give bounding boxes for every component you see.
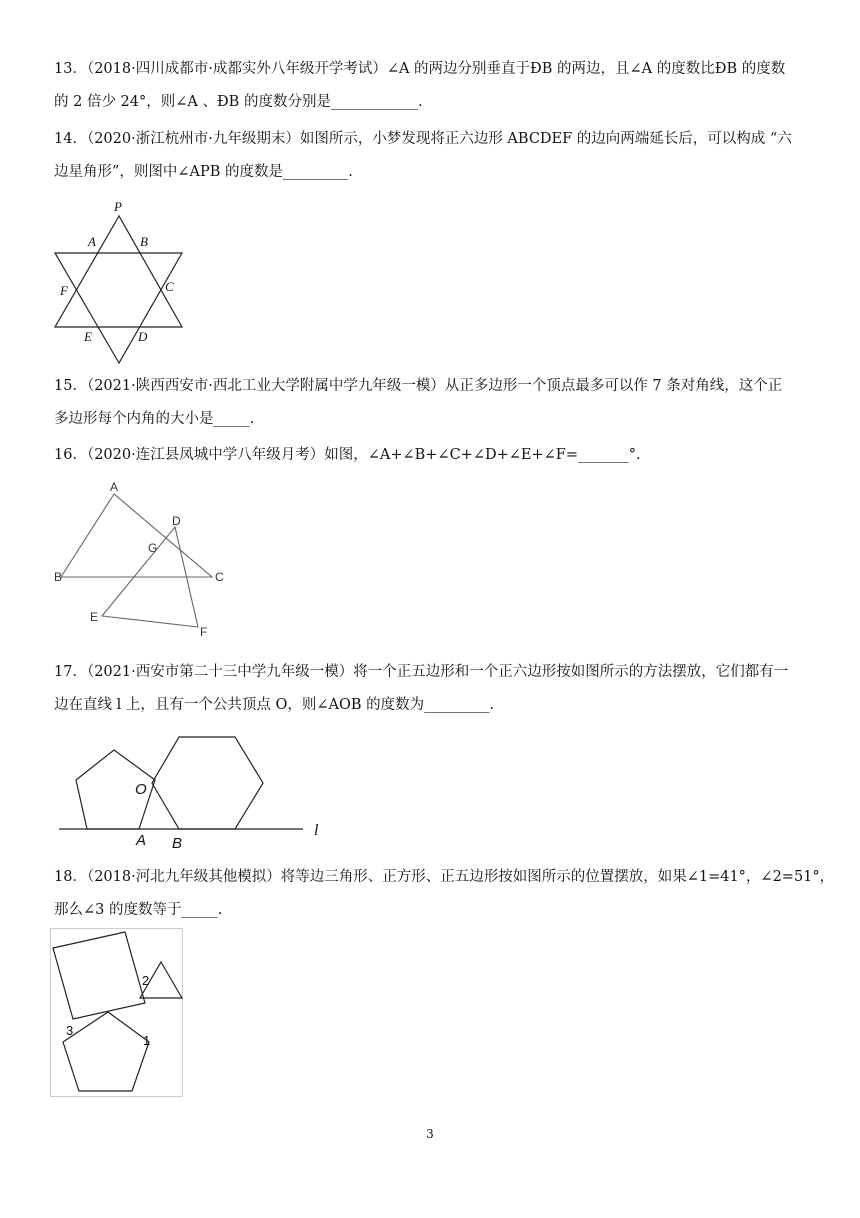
regular-pentagon	[63, 1012, 149, 1091]
triangle-ABC	[61, 494, 212, 577]
label-3: 3	[66, 1023, 74, 1038]
label-A: A	[88, 234, 96, 249]
question-text-line: 15．（2021·陕西西安市·西北工业大学附属中学九年级一模）从正多边形一个顶点最多可以作 7 条对角线，这个正	[54, 378, 783, 394]
downward-triangle	[55, 253, 182, 363]
label-2: 2	[142, 973, 150, 988]
two-triangles-figure	[50, 480, 230, 645]
upward-triangle	[55, 216, 182, 327]
question-text-line: 那么∠3 的度数等于_____.	[54, 902, 223, 918]
question-text-line: 13．（2018·四川成都市·成都实外八年级开学考试）∠A 的两边分别垂直于ÐB 的两边，且∠A 的度数比ÐB 的度数	[54, 61, 786, 77]
label-C: C	[215, 570, 224, 584]
question-text-line: 边在直线 l 上，且有一个公共顶点 O，则∠AOB 的度数为_________.	[54, 697, 494, 713]
label-B: B	[54, 570, 63, 584]
question-text-line: 14．（2020·浙江杭州市·九年级期末）如图所示，小梦发现将正六边形 ABCDEF 的边向两端延长后，可以构成 “六	[54, 131, 792, 147]
label-E: E	[90, 610, 99, 624]
label-A: A	[136, 832, 147, 849]
label-F: F	[60, 283, 68, 298]
label-G: G	[148, 541, 158, 555]
page-number: 3	[426, 1127, 434, 1141]
question-16	[54, 439, 810, 472]
label-E: E	[84, 329, 92, 344]
figure-frame	[51, 929, 183, 1097]
question-text-line: 的 2 倍少 24°，则∠A 、ÐB 的度数分别是____________.	[54, 94, 423, 110]
question-text-line: 多边形每个内角的大小是_____.	[54, 411, 255, 427]
question-17	[54, 656, 810, 722]
label-1: 1	[143, 1033, 151, 1048]
question-14	[54, 123, 810, 189]
regular-hexagon	[152, 737, 263, 829]
label-P: P	[114, 199, 122, 214]
question-text-line: 边星角形”，则图中∠APB 的度数是_________.	[54, 164, 353, 180]
question-text-line: 17．（2021·西安市第二十三中学九年级一模）将一个正五边形和一个正六边形按如图所示的方法摆放，它们都有一	[54, 664, 789, 680]
pentagon-hexagon-figure	[55, 728, 345, 850]
label-l: l	[314, 822, 319, 839]
question-15	[54, 370, 810, 436]
label-O: O	[135, 781, 147, 798]
question-18	[54, 861, 835, 927]
label-D: D	[138, 329, 148, 344]
label-A: A	[110, 480, 119, 494]
hexagram-figure	[50, 198, 190, 368]
question-text-line: 16．（2020·连江县凤城中学八年级月考）如图，∠A+∠B+∠C+∠D+∠E+∠F=_______°.	[54, 447, 641, 463]
question-text-line: 18．（2018·河北九年级其他模拟）将等边三角形、正方形、正五边形按如图所示的位置摆放，如果∠1=41°，∠2=51°，	[54, 869, 835, 885]
question-13	[54, 53, 810, 119]
label-C: C	[165, 279, 174, 294]
square	[53, 932, 145, 1019]
label-B: B	[172, 835, 183, 852]
square-triangle-pentagon-figure	[50, 928, 190, 1098]
label-B: B	[140, 234, 148, 249]
label-D: D	[172, 514, 181, 528]
label-F: F	[200, 625, 208, 639]
